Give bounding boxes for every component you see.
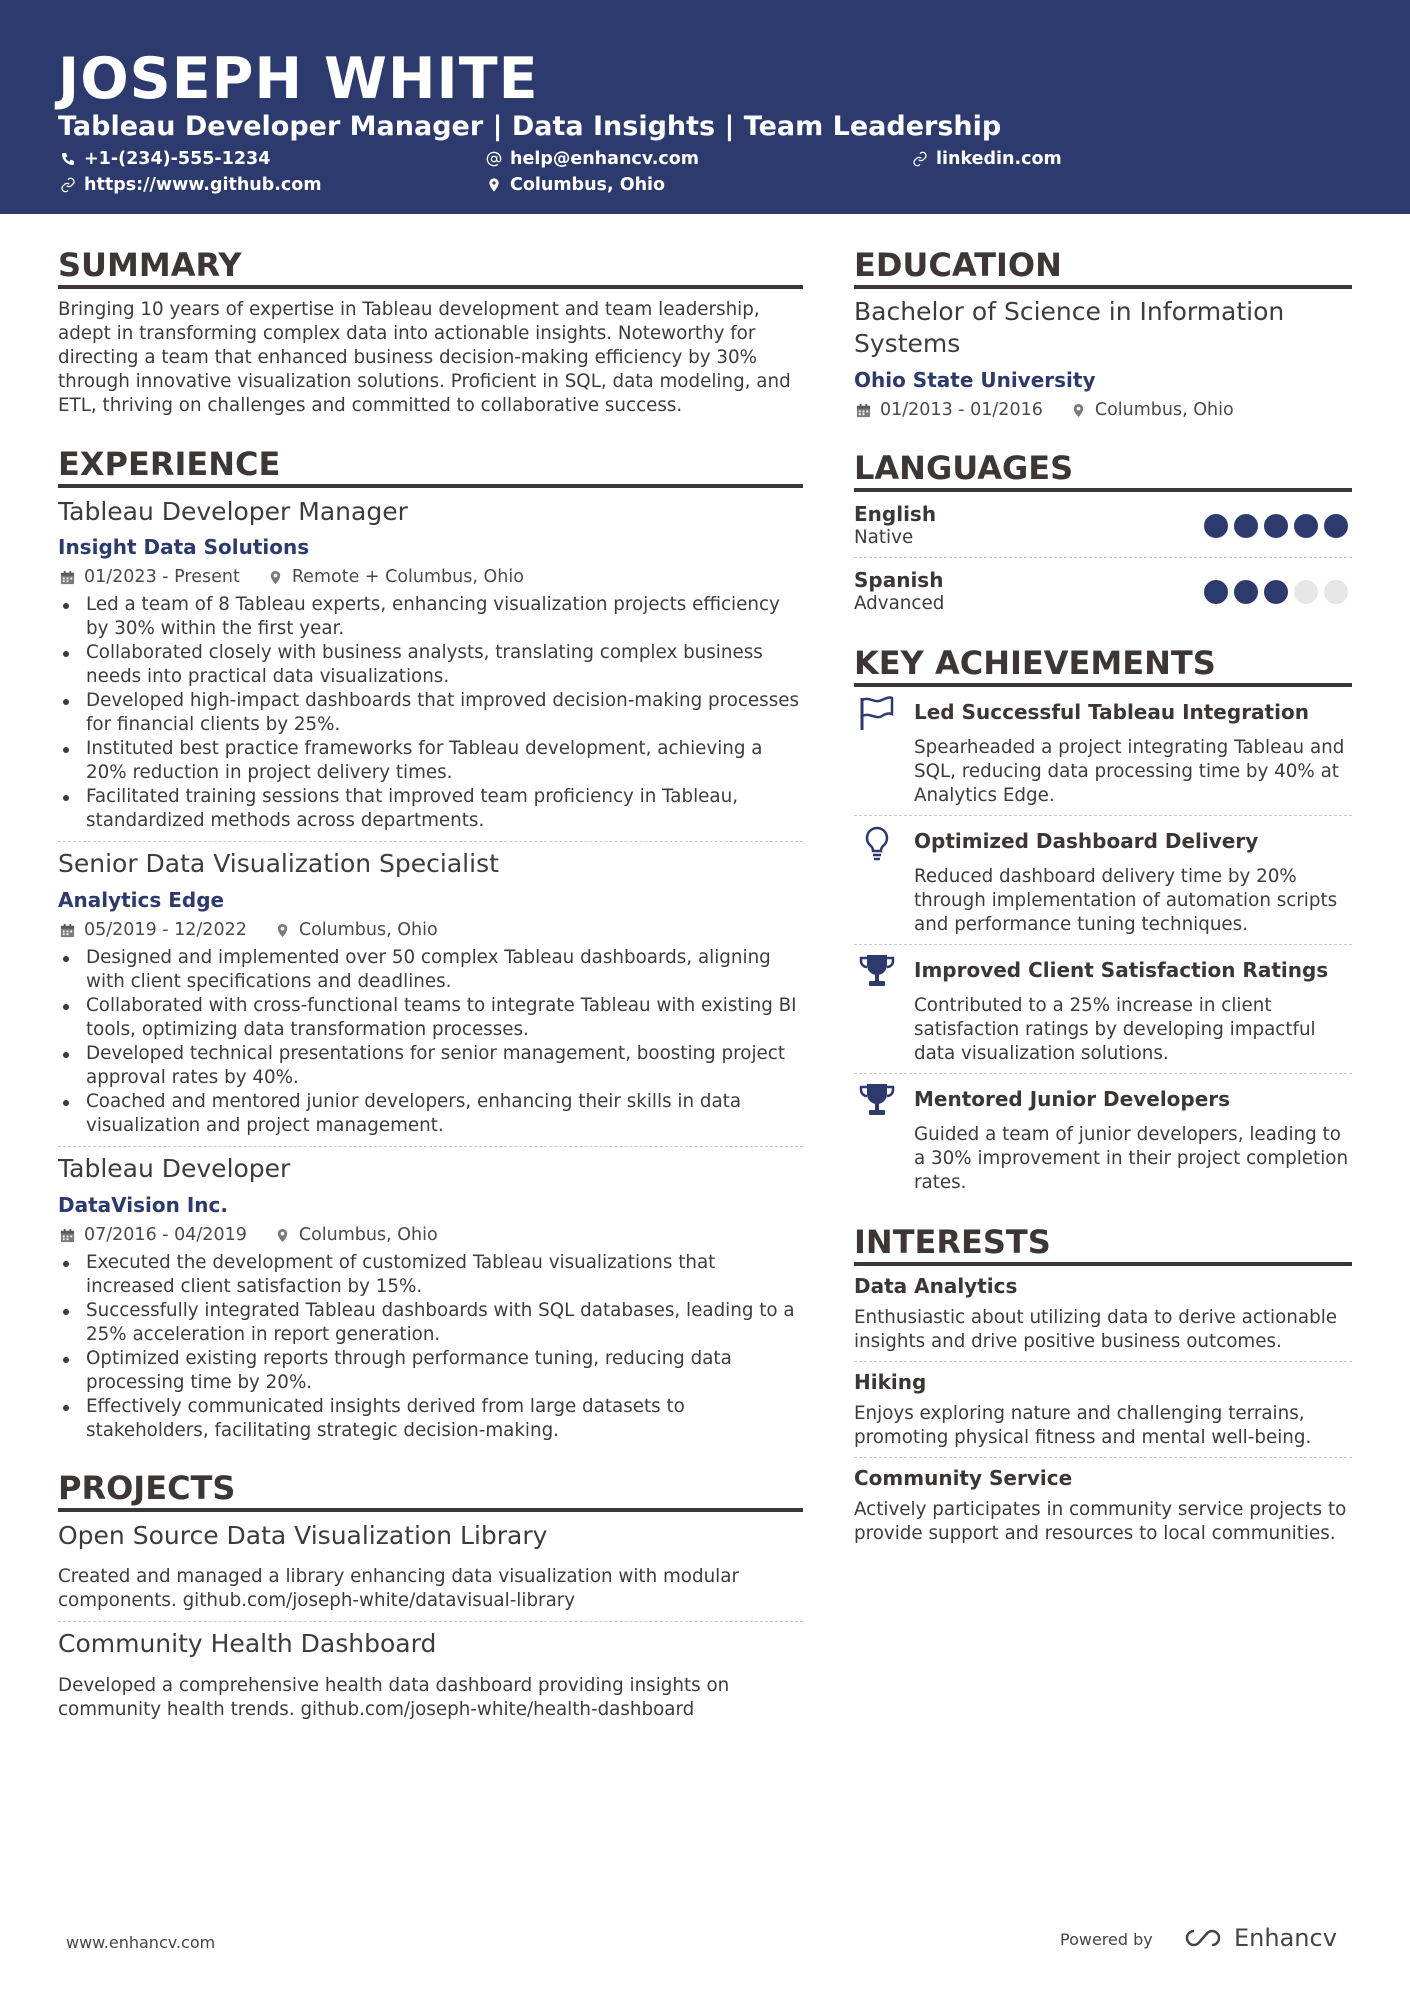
location-pin-icon	[275, 923, 290, 938]
job-company: Insight Data Solutions	[58, 535, 310, 559]
education-rule	[854, 285, 1352, 289]
achievement-text: Reduced dashboard delivery time by 20% through implementation of automation scripts and performance tuning techniques.	[914, 866, 1338, 935]
job-role: Senior Data Visualization Specialist	[58, 849, 499, 878]
achievement-text: Guided a team of junior developers, leading to a 30% improvement in their project completion rates.	[914, 1124, 1349, 1193]
job-dates: 01/2023 - Present	[84, 567, 240, 587]
projects-title: PROJECTS	[58, 1469, 236, 1507]
bullet-item: Facilitated training sessions that improved team proficiency in Tableau, standardized methods across departments.	[58, 785, 808, 833]
contact-location	[486, 174, 665, 196]
rating-dot-filled	[1204, 580, 1228, 604]
flag-icon	[856, 692, 898, 734]
job-dates: 07/2016 - 04/2019	[84, 1225, 247, 1245]
language-rating	[1204, 514, 1348, 538]
phone-text: +1-(234)-555-1234	[84, 149, 271, 169]
job-bullets	[58, 946, 808, 1138]
project-description: Developed a comprehensive health data dashboard providing insights on community health trends. github.com/joseph-white/health-dashboard	[58, 1675, 730, 1720]
job-location: Columbus, Ohio	[298, 1225, 438, 1245]
interest-text: Actively participates in community service projects to provide support and resources to local communities.	[854, 1499, 1347, 1544]
resume-header	[0, 0, 1410, 214]
at-icon	[486, 151, 502, 167]
headline: Tableau Developer Manager | Data Insights | Team Leadership	[58, 111, 1002, 142]
projects-rule	[58, 1508, 803, 1512]
school: Ohio State University	[854, 368, 1096, 392]
achievement-title: Mentored Junior Developers	[914, 1087, 1231, 1111]
contact-phone[interactable]	[60, 148, 270, 170]
divider	[58, 1621, 803, 1622]
bullet-item: Effectively communicated insights derived from large datasets to stakeholders, facilitating strategic decision-making.	[58, 1395, 808, 1443]
rating-dot-empty	[1324, 580, 1348, 604]
job-company: Analytics Edge	[58, 888, 225, 912]
divider	[58, 1146, 803, 1147]
interests-rule	[854, 1262, 1352, 1266]
experience-rule	[58, 484, 803, 488]
bullet-item: Optimized existing reports through performance tuning, reducing data processing time by 20%.	[58, 1347, 808, 1395]
language-level: Native	[854, 527, 914, 548]
job-meta	[60, 919, 438, 941]
education-meta	[856, 399, 1234, 421]
calendar-icon	[856, 403, 871, 418]
contact-linkedin[interactable]	[912, 148, 1062, 170]
job-dates: 05/2019 - 12/2022	[84, 920, 247, 940]
divider	[854, 815, 1352, 816]
job-meta	[60, 1224, 438, 1246]
interest-text: Enjoys exploring nature and challenging terrains, promoting physical fitness and mental well-being.	[854, 1403, 1312, 1448]
bullet-item: Developed high-impact dashboards that improved decision-making processes for financial clients by 25%.	[58, 689, 808, 737]
trophy-icon	[856, 950, 898, 992]
bullet-item: Instituted best practice frameworks for Tableau development, achieving a 20% reduction in project delivery times.	[58, 737, 808, 785]
degree: Bachelor of Science in Information Systems	[854, 297, 1285, 358]
job-bullets	[58, 1251, 808, 1443]
location-pin-icon	[275, 1228, 290, 1243]
job-location: Remote + Columbus, Ohio	[291, 567, 524, 587]
bullet-item: Developed technical presentations for senior management, boosting project approval rates by 40%.	[58, 1042, 808, 1090]
linkedin-text: linkedin.com	[936, 149, 1062, 169]
contact-email[interactable]	[486, 148, 699, 170]
summary-text: Bringing 10 years of expertise in Tableau development and team leadership, adept in transforming complex data into actionable insights. Noteworthy for directing a team that enhanced business decision-making efficiency by 30% through innovative visualization solutions. Proficient in SQL, data modeling, and ETL, thriving on challenges and committed to collaborative success.	[58, 299, 791, 416]
education-dates: 01/2013 - 01/2016	[880, 400, 1043, 420]
interest-text: Enthusiastic about utilizing data to derive actionable insights and drive positive business outcomes.	[854, 1307, 1338, 1352]
contact-github[interactable]	[60, 174, 322, 196]
language-rating	[1204, 580, 1348, 604]
location-pin-icon	[486, 177, 502, 193]
project-description: Created and managed a library enhancing data visualization with modular components. github.com/joseph-white/datavisual-library	[58, 1566, 739, 1611]
experience-title: EXPERIENCE	[58, 445, 281, 483]
achievement-text: Spearheaded a project integrating Tableau and SQL, reducing data processing time by 40% at Analytics Edge.	[914, 737, 1345, 806]
education-title: EDUCATION	[854, 246, 1062, 284]
interest-title: Data Analytics	[854, 1274, 1018, 1298]
job-role: Tableau Developer Manager	[58, 497, 408, 526]
job-company: DataVision Inc.	[58, 1193, 228, 1217]
education-location: Columbus, Ohio	[1094, 400, 1234, 420]
bullet-item: Led a team of 8 Tableau experts, enhancing visualization projects efficiency by 30% within the first year.	[58, 593, 808, 641]
candidate-name: JOSEPH WHITE	[58, 46, 539, 112]
achievement-title: Improved Client Satisfaction Ratings	[914, 958, 1329, 982]
link-icon	[60, 177, 76, 193]
link-icon	[912, 151, 928, 167]
rating-dot-filled	[1204, 514, 1228, 538]
project-name: Community Health Dashboard	[58, 1629, 437, 1658]
bullet-item: Collaborated closely with business analysts, translating complex business needs into practical data visualizations.	[58, 641, 808, 689]
achievement-title: Optimized Dashboard Delivery	[914, 829, 1259, 853]
location-text: Columbus, Ohio	[510, 175, 666, 195]
job-role: Tableau Developer	[58, 1154, 291, 1183]
divider	[854, 1457, 1352, 1458]
rating-dot-empty	[1294, 580, 1318, 604]
divider	[854, 1073, 1352, 1074]
job-bullets	[58, 593, 808, 833]
language-level: Advanced	[854, 593, 945, 614]
language-name: English	[854, 502, 937, 526]
lightbulb-icon	[856, 822, 898, 864]
bullet-item: Coached and mentored junior developers, enhancing their skills in data visualization and project management.	[58, 1090, 808, 1138]
rating-dot-filled	[1264, 580, 1288, 604]
brand-logo	[1180, 1924, 1337, 1952]
interest-title: Community Service	[854, 1466, 1073, 1490]
project-name: Open Source Data Visualization Library	[58, 1521, 548, 1550]
powered-by-label: Powered by	[1060, 1930, 1153, 1949]
phone-icon	[60, 151, 76, 167]
divider	[854, 944, 1352, 945]
email-text: help@enhancv.com	[510, 149, 700, 169]
bullet-item: Collaborated with cross-functional teams to integrate Tableau with existing BI tools, optimizing data transformation processes.	[58, 994, 808, 1042]
rating-dot-filled	[1234, 580, 1258, 604]
rating-dot-filled	[1264, 514, 1288, 538]
bullet-item: Executed the development of customized Tableau visualizations that increased client satisfaction by 15%.	[58, 1251, 808, 1299]
enhancv-logo-icon	[1180, 1925, 1226, 1951]
achievements-rule	[854, 683, 1352, 687]
achievement-title: Led Successful Tableau Integration	[914, 700, 1309, 724]
bullet-item: Successfully integrated Tableau dashboards with SQL databases, leading to a 25% acceleration in report generation.	[58, 1299, 808, 1347]
interest-title: Hiking	[854, 1370, 927, 1394]
calendar-icon	[60, 1228, 75, 1243]
divider	[854, 557, 1352, 558]
location-pin-icon	[1071, 403, 1086, 418]
divider	[58, 841, 803, 842]
trophy-icon	[856, 1079, 898, 1121]
rating-dot-filled	[1324, 514, 1348, 538]
calendar-icon	[60, 570, 75, 585]
brand-name: Enhancv	[1234, 1924, 1337, 1952]
calendar-icon	[60, 923, 75, 938]
summary-title: SUMMARY	[58, 246, 242, 284]
footer-url[interactable]: www.enhancv.com	[66, 1933, 216, 1952]
languages-rule	[854, 488, 1352, 492]
summary-rule	[58, 285, 803, 289]
github-text: https://www.github.com	[84, 175, 322, 195]
job-meta	[60, 566, 524, 588]
achievements-title: KEY ACHIEVEMENTS	[854, 644, 1216, 682]
languages-title: LANGUAGES	[854, 449, 1074, 487]
language-name: Spanish	[854, 568, 944, 592]
job-location: Columbus, Ohio	[298, 920, 438, 940]
achievement-text: Contributed to a 25% increase in client satisfaction ratings by developing impactful data visualization solutions.	[914, 995, 1316, 1064]
bullet-item: Designed and implemented over 50 complex Tableau dashboards, aligning with client specifications and deadlines.	[58, 946, 808, 994]
rating-dot-filled	[1234, 514, 1258, 538]
location-pin-icon	[268, 570, 283, 585]
rating-dot-filled	[1294, 514, 1318, 538]
interests-title: INTERESTS	[854, 1223, 1051, 1261]
divider	[854, 1361, 1352, 1362]
